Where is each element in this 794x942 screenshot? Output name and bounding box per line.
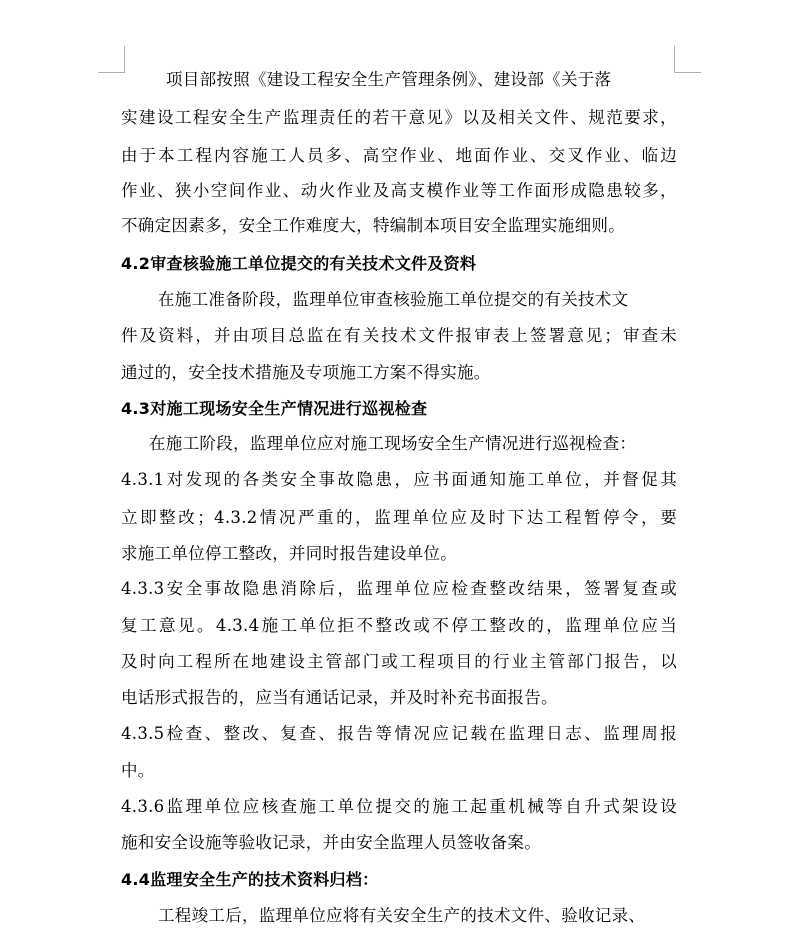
paragraph-line: 4.3.3安全事故隐患消除后，监理单位应检查整改结果，签署复查或 (121, 579, 677, 598)
paragraph-line: 复工意见。4.3.4施工单位拒不整改或不停工整改的，监理单位应当 (121, 616, 677, 635)
section-heading-4-4: 4.4监理安全生产的技术资料归档： (121, 870, 379, 889)
paragraph-line: 4.3.1对发现的各类安全事故隐患，应书面通知施工单位，并督促其 (121, 470, 677, 489)
paragraph-line: 在施工阶段，监理单位应对施工现场安全生产情况进行巡视检查： (149, 434, 637, 453)
paragraph-line: 工程竣工后，监理单位应将有关安全生产的技术文件、验收记录、 (158, 906, 646, 925)
paragraph-line: 作业、狭小空间作业、动火作业及高支模作业等工作面形成隐患较多， (121, 181, 677, 200)
paragraph-line: 及时向工程所在地建设主管部门或工程项目的行业主管部门报告，以 (121, 652, 677, 671)
paragraph-line: 通过的，安全技术措施及专项施工方案不得实施。 (121, 363, 491, 382)
paragraph-line: 施和安全设施等验收记录，并由安全监理人员签收备案。 (121, 833, 541, 852)
paragraph-line: 电话形式报告的，应当有通话记录，并及时补充书面报告。 (121, 688, 558, 707)
paragraph-line: 项目部按照《建设工程安全生产管理条例》、建设部《关于落 (166, 70, 612, 89)
paragraph-line: 件及资料，并由项目总监在有关技术文件报审表上签署意见；审查未 (121, 326, 677, 345)
paragraph-line: 由于本工程内容施工人员多、高空作业、地面作业、交叉作业、临边 (121, 146, 677, 165)
section-heading-4-2: 4.2审查核验施工单位提交的有关技术文件及资料 (121, 254, 477, 273)
margin-corner-mark-top-left (98, 46, 125, 73)
paragraph-line: 不确定因素多，安全工作难度大，特编制本项目安全监理实施细则。 (121, 216, 625, 235)
section-heading-4-3: 4.3对施工现场安全生产情况进行巡视检查 (121, 399, 428, 418)
paragraph-line: 中。 (121, 761, 155, 780)
paragraph-line: 实建设工程安全生产监理责任的若干意见》以及相关文件、规范要求， (121, 108, 677, 127)
margin-corner-mark-top-right (674, 46, 701, 73)
paragraph-line: 在施工准备阶段，监理单位审查核验施工单位提交的有关技术文 (158, 290, 629, 309)
paragraph-line: 立即整改；4.3.2情况严重的，监理单位应及时下达工程暂停令，要 (121, 508, 677, 527)
paragraph-line: 求施工单位停工整改，并同时报告建设单位。 (121, 544, 457, 563)
paragraph-line: 4.3.5检查、整改、复查、报告等情况应记载在监理日志、监理周报 (121, 724, 677, 743)
paragraph-line: 4.3.6监理单位应核查施工单位提交的施工起重机械等自升式架设设 (121, 797, 677, 816)
